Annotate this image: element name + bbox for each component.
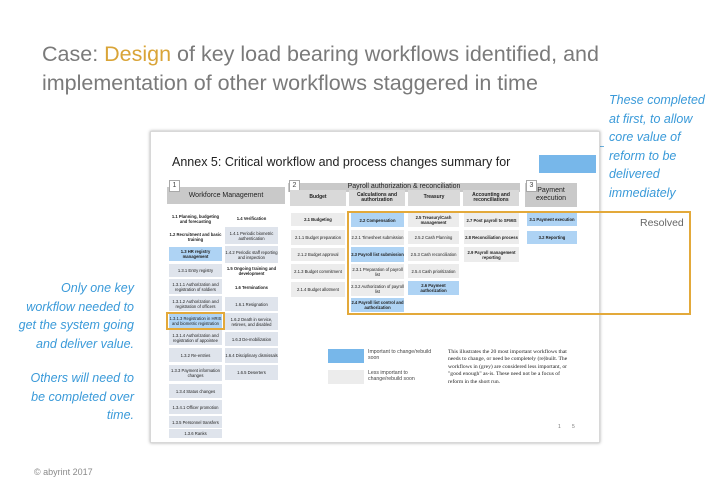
wf-cell: 1.3.5 Personnel transfers xyxy=(169,416,222,428)
copyright-footer: © abyrint 2017 xyxy=(34,467,93,477)
wf-cell: 1.3.3 Payment information changes xyxy=(169,365,222,381)
column-accounting: Accounting and reconciliations xyxy=(463,190,519,206)
key-workflow-highlight-box xyxy=(166,312,225,330)
resolved-label: Resolved xyxy=(640,217,684,229)
wf-cell: 1.4 Verification xyxy=(225,211,278,225)
budget-cell: 2.1.2 Budget approval xyxy=(291,248,345,261)
calc-cell: 2.3 Payroll list submission xyxy=(351,247,404,262)
wf-cell: 1.6.3 De-mobilization xyxy=(225,332,278,346)
wf-cell: 1.4.2 Periodic staff reporting and inspection xyxy=(225,246,278,263)
legend-less-important-label: Less important to change/rebuild soon xyxy=(368,370,415,382)
accounting-cell: 2.9 Payroll management reporting xyxy=(464,247,519,262)
budget-cell: 2.1.4 Budget allotment xyxy=(291,282,345,297)
slide-title xyxy=(42,40,662,98)
wf-cell: 1.5 Ongoing training and development xyxy=(226,266,277,276)
wf-cell: 1.3 HR registry management xyxy=(169,247,222,261)
wf-cell: 1.1 Planning, budgeting and forecasting xyxy=(169,211,222,227)
accounting-cell: 2.8 Reconciliation process xyxy=(464,230,519,244)
title-prefix: Case: xyxy=(42,42,105,66)
phase-2-number: 2 xyxy=(289,180,300,192)
wf-cell: 1.3.1.4 Authorization and registration of appointee xyxy=(169,330,222,345)
wf-cell: 1.3.1.1 Authorization and registration of soldiers xyxy=(169,279,222,294)
wf-cell-key: 1.3.1.3 Registration in HRIS and biometric registration xyxy=(169,316,222,326)
phase-3-number: 3 xyxy=(526,180,537,192)
treasury-cell: 2.5.3 Cash reconciliation xyxy=(408,247,459,261)
legend-less-important-swatch xyxy=(328,370,364,384)
legend-important-label: Important to change/rebuild soon xyxy=(368,349,432,361)
column-calculations: Calculations and authorization xyxy=(349,190,405,206)
payment-cell: 3.2 Reporting xyxy=(527,231,577,244)
column-treasury: Treasury xyxy=(408,190,460,206)
page-number-right: 5 xyxy=(572,424,575,430)
calc-cell: 2.3.2 Authorization of payroll list xyxy=(351,281,404,296)
treasury-cell: 2.5.4 Cash prioritization xyxy=(408,264,459,278)
budget-cell: 2.1.1 Budget preparation xyxy=(291,230,345,245)
note-left-key-workflow: Only one key workflow needed to get the system going and deliver value. xyxy=(18,281,134,351)
calc-cell: 2.4 Payroll list control and authorization xyxy=(351,300,404,310)
wf-cell: 1.6.4 Disciplinary dismissals xyxy=(225,348,278,363)
annex-description: This illustrates the 20 most important workflows that needs to change, or need be completely (re)built. The workflows in (grey) are considered less important, or "good enough" as-is. These need not be a focus of reform in the short run. xyxy=(448,349,568,385)
wf-cell: 1.3.4.1 Officer promotion xyxy=(169,400,222,414)
page-number-left: 1 xyxy=(558,424,561,430)
annex-title: Annex 5: Critical workflow and process changes summary for xyxy=(172,155,511,169)
wf-cell: 1.3.1 Entry registry xyxy=(169,264,222,277)
phase-2-label: Payroll authorization & reconciliation xyxy=(347,183,461,190)
budget-cell: 2.1.3 Budget commitment xyxy=(291,264,345,279)
wf-cell: 1.6.5 Deserters xyxy=(225,365,278,380)
wf-cell: 1.6.1 Resignation xyxy=(225,297,278,311)
budget-cell: 2.1 Budgeting xyxy=(291,213,345,226)
calc-cell: 2.3.1 Preparation of payroll list xyxy=(351,264,404,279)
note-left-others: Others will need to be completed over time. xyxy=(30,371,134,422)
accounting-cell: 2.7 Post payroll to SFMIS xyxy=(464,213,519,227)
column-budget: Budget xyxy=(290,190,346,206)
wf-cell: 1.3.4 Status changes xyxy=(169,384,222,398)
annex-title-highlight-box xyxy=(539,155,596,173)
legend-important-swatch xyxy=(328,349,364,363)
note-right: These completed at first, to allow core value of reform to be delivered immediately xyxy=(609,93,705,200)
wf-cell: 1.4.1 Periodic biometric authentication xyxy=(225,227,278,244)
title-highlight: Design xyxy=(104,42,172,66)
phase-workforce-management xyxy=(167,187,285,204)
phase-1-label: Workforce Management xyxy=(188,191,264,199)
wf-cell: 1.3.1.2 Authorization and registration of officers xyxy=(169,296,222,311)
wf-cell: 1.2 Recruitment and basic training xyxy=(169,229,222,245)
wf-cell: 1.3.2 Re-entries xyxy=(169,348,222,362)
treasury-cell: 2.6 Payment authorization xyxy=(408,281,459,295)
treasury-cell: 2.5.2 Cash Planning xyxy=(408,231,459,244)
wf-cell: 1.3.6 Ranks xyxy=(169,429,222,438)
title-rest: of key load bearing workflows identified, and implementation of other workflows staggered in time xyxy=(42,42,599,95)
calc-cell: 2.2.1 Timesheet submission xyxy=(351,230,404,245)
phase-1-number: 1 xyxy=(169,180,180,192)
wf-cell: 1.6.2 Death in service, retirees, and disabled xyxy=(225,313,278,330)
treasury-cell: 2.5 Treasury/Cash management xyxy=(408,213,459,227)
calc-cell: 2.2 Compensation xyxy=(351,213,404,227)
payment-cell: 3.1 Payment execution xyxy=(527,213,577,226)
phase-3-label: Payment execution xyxy=(536,187,566,202)
wf-cell: 1.6 Terminations xyxy=(225,280,278,294)
